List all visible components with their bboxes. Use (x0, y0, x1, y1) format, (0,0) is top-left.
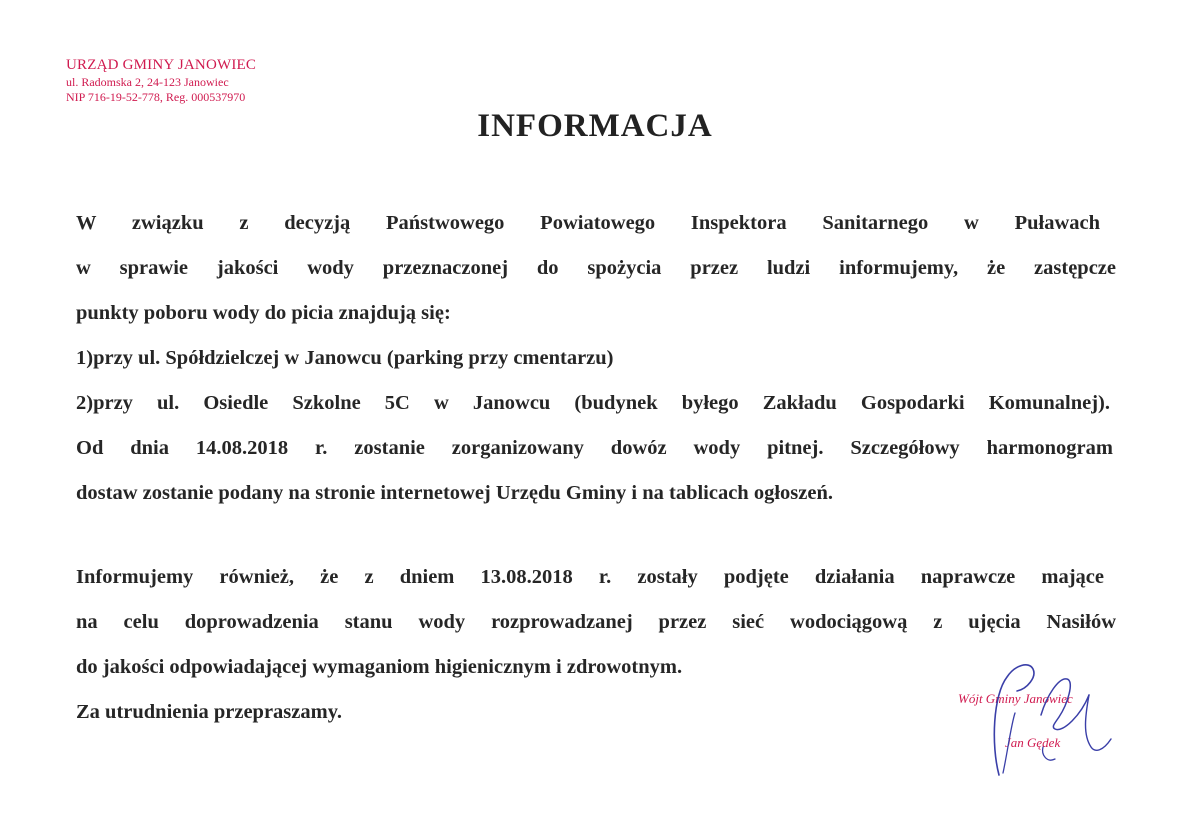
text-line: do jakości odpowiadającej wymaganiom higienicznym i zdrowotnym. (76, 656, 683, 678)
text-line: dostaw zostanie podany na stronie internetowej Urzędu Gminy i na tablicach ogłoszeń. (76, 482, 833, 504)
handwritten-signature (955, 655, 1135, 785)
office-ids: NIP 716-19-52-778, Reg. 000537970 (66, 89, 246, 104)
signature-title-stamp: Wójt Gminy Janowiec (958, 691, 1073, 706)
text-line: Za utrudnienia przepraszamy. (76, 701, 342, 723)
signature-name-stamp: Jan Gędek (1005, 735, 1061, 750)
text-line: W związku z decyzją Państwowego Powiatowego Inspektora Sanitarnego w Puławach (76, 212, 1100, 234)
document-title: INFORMACJA (477, 108, 713, 144)
text-line: punkty poboru wody do picia znajdują się: (76, 302, 451, 324)
signature-block (955, 655, 1135, 785)
office-address: ul. Radomska 2, 24-123 Janowiec (66, 74, 229, 89)
office-name: URZĄD GMINY JANOWIEC (66, 57, 257, 73)
office-stamp (66, 56, 256, 105)
text-line: 2)przy ul. Osiedle Szkolne 5C w Janowcu (budynek byłego Zakładu Gospodarki Komunalnej). (76, 392, 1110, 414)
text-line: na celu doprowadzenia stanu wody rozprowadzanej przez sieć wodociągową z ujęcia Nasiłów (76, 611, 1116, 633)
text-line: Od dnia 14.08.2018 r. zostanie zorganizowany dowóz wody pitnej. Szczegółowy harmonogram (76, 437, 1113, 459)
text-line: 1)przy ul. Spółdzielczej w Janowcu (parking przy cmentarzu) (76, 347, 614, 369)
text-line: w sprawie jakości wody przeznaczonej do spożycia przez ludzi informujemy, że zastępcze (76, 257, 1116, 279)
text-line: Informujemy również, że z dniem 13.08.2018 r. zostały podjęte działania naprawcze mające (76, 566, 1104, 588)
paragraph-1 (76, 201, 1116, 516)
